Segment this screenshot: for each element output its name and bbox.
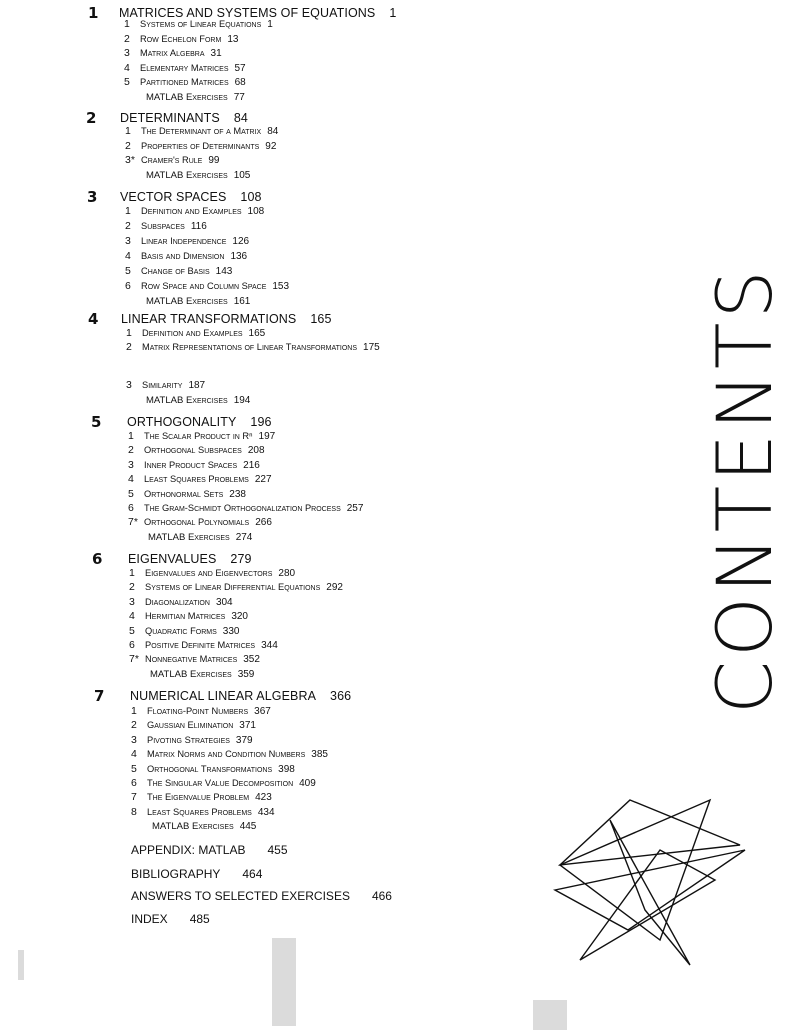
section-entry	[124, 62, 246, 75]
section-number: 8	[131, 805, 137, 818]
section-page-number: 1	[267, 19, 273, 30]
matlab-exercises-entry	[146, 394, 250, 407]
back-matter-page: 455	[267, 843, 288, 857]
section-title: Definition and Examples	[142, 328, 243, 338]
matlab-exercises-title: MATLAB Exercises	[146, 296, 228, 307]
section-title: Row Space and Column Space	[141, 281, 267, 291]
section-number: 1	[131, 705, 137, 717]
section-page-number: 187	[188, 380, 206, 391]
contents-title: CONTENTS	[700, 266, 789, 714]
section-entry	[125, 140, 276, 153]
section-title: Elementary Matrices	[140, 62, 229, 73]
section-title: Matrix Representations of Linear Transformations	[142, 342, 358, 352]
matlab-exercises-page: 161	[233, 296, 251, 307]
section-page-number: 99	[208, 155, 220, 167]
section-number: 1	[129, 567, 135, 579]
chapter-page-number: 84	[233, 111, 248, 125]
chapter-page-number: 165	[310, 312, 332, 326]
section-entry	[125, 250, 247, 263]
section-number: 7*	[129, 653, 139, 666]
section-number: 2	[125, 139, 131, 152]
section-page-number: 320	[231, 611, 248, 623]
section-page-number: 126	[232, 236, 250, 247]
back-matter-page: 485	[189, 912, 210, 926]
section-number: 4	[131, 748, 137, 761]
section-number: 1	[125, 125, 131, 137]
back-matter-entry	[131, 842, 288, 858]
scan-noise	[18, 950, 24, 980]
section-number: 3	[124, 47, 130, 60]
chapter-page-number: 196	[250, 415, 272, 429]
chapter-page-number: 1	[389, 6, 397, 20]
section-page-number: 292	[326, 582, 343, 594]
section-number: 6	[125, 280, 131, 292]
section-title: Properties of Determinants	[141, 140, 260, 151]
section-page-number: 398	[278, 763, 295, 775]
matlab-exercises-page: 274	[235, 531, 253, 543]
section-page-number: 367	[254, 706, 271, 717]
section-page-number: 385	[311, 749, 328, 761]
section-page-number: 371	[239, 720, 256, 732]
section-page-number: 165	[248, 328, 266, 339]
section-page-number: 238	[229, 488, 246, 500]
back-matter-title: BIBLIOGRAPHY	[131, 867, 221, 881]
section-number: 4	[129, 610, 135, 623]
chapter-number: 1	[88, 4, 99, 22]
section-entry	[128, 488, 246, 501]
section-number: 3	[131, 733, 137, 746]
section-page-number: 68	[234, 77, 246, 89]
section-entry	[128, 473, 272, 486]
chapter-title	[121, 311, 332, 327]
section-number: 4	[128, 473, 134, 486]
triangle-outline	[560, 800, 710, 940]
section-title: The Singular Value Decomposition	[147, 778, 294, 788]
matlab-exercises-title: MATLAB Exercises	[146, 394, 228, 406]
section-page-number: 84	[267, 126, 279, 137]
chapter-title-text: ORTHOGONALITY	[127, 415, 237, 429]
section-number: 1	[124, 18, 130, 30]
section-title: Basis and Dimension	[141, 251, 225, 261]
section-entry	[125, 220, 207, 233]
section-entry	[131, 777, 316, 790]
section-title: Change of Basis	[141, 266, 210, 276]
section-entry	[125, 125, 278, 138]
section-entry	[131, 806, 275, 819]
section-number: 1	[126, 327, 132, 339]
section-page-number: 266	[255, 517, 272, 529]
back-matter-title: ANSWERS TO SELECTED EXERCISES	[131, 889, 350, 903]
section-title: Linear Independence	[141, 236, 227, 246]
section-title: Orthonormal Sets	[144, 488, 224, 499]
section-title: Cramer's Rule	[141, 155, 203, 166]
section-number: 4	[124, 61, 130, 74]
triangles-graphic	[540, 790, 750, 970]
section-entry	[131, 719, 256, 732]
section-page-number: 57	[234, 62, 246, 74]
section-entry	[129, 639, 278, 652]
section-page-number: 175	[363, 342, 380, 353]
section-entry	[124, 33, 238, 46]
section-number: 2	[125, 220, 131, 232]
section-entry	[128, 516, 272, 529]
chapter-title-text: DETERMINANTS	[120, 111, 220, 125]
section-page-number: 434	[257, 806, 275, 818]
matlab-exercises-entry	[152, 820, 256, 833]
matlab-exercises-page: 359	[237, 668, 255, 680]
triangle-outline	[610, 820, 690, 965]
section-entry	[125, 205, 264, 218]
matlab-exercises-entry	[148, 531, 252, 544]
section-page-number: 304	[215, 596, 233, 608]
section-page-number: 344	[261, 640, 278, 651]
chapter-title-text: EIGENVALUES	[128, 552, 217, 566]
section-entry	[126, 379, 205, 392]
section-title: Positive Definite Matrices	[145, 640, 256, 650]
section-page-number: 92	[265, 140, 277, 152]
chapter-title-text: NUMERICAL LINEAR ALGEBRA	[130, 689, 317, 703]
section-page-number: 108	[247, 206, 265, 217]
section-entry	[128, 430, 275, 443]
chapter-page-number: 108	[240, 190, 262, 204]
section-page-number: 216	[243, 459, 260, 471]
section-title: Partitioned Matrices	[140, 77, 229, 88]
section-page-number: 153	[272, 281, 290, 292]
section-number: 7*	[128, 516, 138, 529]
back-matter-entry	[131, 866, 262, 882]
chapter-title	[120, 189, 262, 205]
section-number: 6	[131, 777, 137, 789]
section-title: Orthogonal Transformations	[147, 763, 273, 774]
section-title: Systems of Linear Differential Equations	[145, 582, 321, 593]
section-number: 2	[129, 581, 135, 594]
chapter-title	[127, 414, 272, 430]
section-title: The Eigenvalue Problem	[147, 792, 250, 803]
section-title: Row Echelon Form	[140, 33, 222, 44]
section-number: 3	[126, 379, 132, 391]
section-title: Subspaces	[141, 221, 185, 231]
section-entry	[125, 154, 219, 167]
chapter-page-number: 279	[230, 552, 252, 566]
chapter-title	[128, 551, 252, 567]
section-title: Nonnegative Matrices	[145, 654, 238, 665]
section-page-number: 423	[255, 792, 272, 804]
back-matter-entry	[131, 911, 210, 927]
section-page-number: 409	[299, 778, 316, 789]
section-entry	[124, 47, 222, 60]
section-page-number: 208	[247, 445, 265, 457]
chapter-title	[120, 110, 248, 126]
matlab-exercises-page: 77	[233, 92, 245, 103]
section-entry	[124, 76, 246, 89]
chapter-title-text: VECTOR SPACES	[120, 190, 227, 204]
section-number: 5	[128, 487, 134, 500]
matlab-exercises-title: MATLAB Exercises	[146, 169, 228, 181]
section-page-number: 31	[210, 48, 222, 60]
section-entry	[129, 581, 343, 594]
section-entry	[128, 459, 260, 472]
section-title: Pivoting Strategies	[147, 734, 230, 745]
section-entry	[131, 791, 272, 804]
chapter-number: 5	[91, 413, 102, 431]
section-number: 3	[125, 235, 131, 247]
matlab-exercises-title: MATLAB Exercises	[146, 92, 228, 103]
section-number: 2	[131, 719, 137, 732]
chapter-title	[130, 688, 351, 704]
section-number: 5	[131, 762, 137, 775]
section-title: The Scalar Product in Rⁿ	[144, 431, 253, 441]
section-entry	[129, 653, 260, 666]
section-title: Inner Product Spaces	[144, 459, 238, 470]
section-title: The Gram-Schmidt Orthogonalization Process	[144, 503, 341, 513]
section-entry	[131, 763, 295, 776]
section-title: Floating-Point Numbers	[147, 706, 249, 716]
section-title: Orthogonal Polynomials	[144, 517, 250, 528]
section-title: Eigenvalues and Eigenvectors	[145, 568, 273, 578]
section-number: 6	[129, 639, 135, 651]
section-number: 7	[131, 791, 137, 804]
section-entry	[129, 610, 248, 623]
section-number: 4	[125, 250, 131, 262]
section-title: The Determinant of a Matrix	[141, 126, 262, 136]
section-page-number: 352	[243, 654, 260, 666]
scan-noise	[272, 938, 296, 1026]
chapter-number: 4	[88, 310, 99, 328]
section-page-number: 197	[258, 431, 276, 442]
section-title: Definition and Examples	[141, 206, 242, 216]
triangle-outline	[580, 850, 715, 960]
section-entry	[129, 596, 233, 609]
section-number: 3*	[125, 154, 135, 167]
back-matter-page: 464	[242, 867, 263, 881]
section-entry	[126, 341, 380, 354]
matlab-exercises-page: 194	[233, 394, 251, 406]
triangle-outline	[560, 800, 740, 865]
back-matter-title: INDEX	[131, 912, 168, 926]
section-entry	[129, 625, 239, 638]
matlab-exercises-page: 105	[233, 169, 251, 181]
section-page-number: 379	[235, 734, 253, 746]
section-title: Hermitian Matrices	[145, 611, 226, 622]
section-number: 5	[125, 265, 131, 277]
section-number: 3	[129, 595, 135, 608]
section-page-number: 280	[278, 568, 296, 579]
section-entry	[125, 265, 232, 278]
section-number: 1	[125, 205, 131, 217]
back-matter-entry	[131, 888, 392, 904]
section-entry	[124, 18, 273, 31]
chapter-title-text: LINEAR TRANSFORMATIONS	[121, 312, 297, 326]
section-number: 1	[128, 430, 134, 442]
matlab-exercises-title: MATLAB Exercises	[150, 668, 232, 680]
section-entry	[128, 444, 265, 457]
section-title: Gaussian Elimination	[147, 720, 234, 731]
chapter-number: 7	[94, 687, 105, 705]
section-number: 2	[128, 444, 134, 457]
section-number: 2	[124, 32, 130, 45]
section-entry	[125, 280, 289, 293]
section-entry	[128, 502, 363, 515]
chapter-number: 3	[87, 188, 98, 206]
section-number: 2	[126, 341, 132, 353]
section-entry	[131, 734, 253, 747]
section-entry	[131, 748, 328, 761]
matlab-exercises-page: 445	[239, 821, 257, 833]
section-number: 3	[128, 458, 134, 471]
back-matter-title: APPENDIX: MATLAB	[131, 843, 246, 857]
section-title: Orthogonal Subspaces	[144, 445, 242, 456]
section-number: 6	[128, 502, 134, 514]
section-title: Quadratic Forms	[145, 625, 217, 636]
section-page-number: 257	[346, 503, 364, 514]
back-matter-page: 466	[371, 889, 392, 903]
section-title: Systems of Linear Equations	[140, 19, 262, 29]
section-entry	[129, 567, 295, 580]
matlab-exercises-entry	[146, 169, 250, 182]
section-page-number: 143	[215, 266, 233, 277]
section-title: Similarity	[142, 380, 183, 390]
section-entry	[126, 327, 265, 340]
matlab-exercises-title: MATLAB Exercises	[152, 821, 234, 833]
section-title: Matrix Norms and Condition Numbers	[147, 749, 306, 760]
section-title: Diagonalization	[145, 596, 210, 607]
matlab-exercises-title: MATLAB Exercises	[148, 531, 230, 543]
chapter-number: 6	[92, 550, 103, 568]
section-page-number: 13	[227, 33, 239, 45]
section-page-number: 227	[254, 474, 272, 486]
section-entry	[125, 235, 249, 248]
section-page-number: 116	[190, 221, 207, 232]
section-number: 5	[129, 624, 135, 637]
chapter-title-text: MATRICES AND SYSTEMS OF EQUATIONS	[119, 6, 376, 20]
section-title: Least Squares Problems	[144, 474, 249, 485]
section-title: Least Squares Problems	[147, 806, 252, 817]
section-entry	[131, 705, 271, 718]
chapter-number: 2	[86, 109, 97, 127]
chapter-page-number: 366	[330, 689, 352, 703]
scan-noise	[533, 1000, 567, 1030]
section-page-number: 330	[222, 625, 240, 637]
section-page-number: 136	[230, 251, 248, 262]
matlab-exercises-entry	[146, 91, 245, 104]
section-number: 5	[124, 76, 130, 89]
matlab-exercises-entry	[146, 295, 250, 308]
section-title: Matrix Algebra	[140, 48, 205, 59]
matlab-exercises-entry	[150, 668, 254, 681]
